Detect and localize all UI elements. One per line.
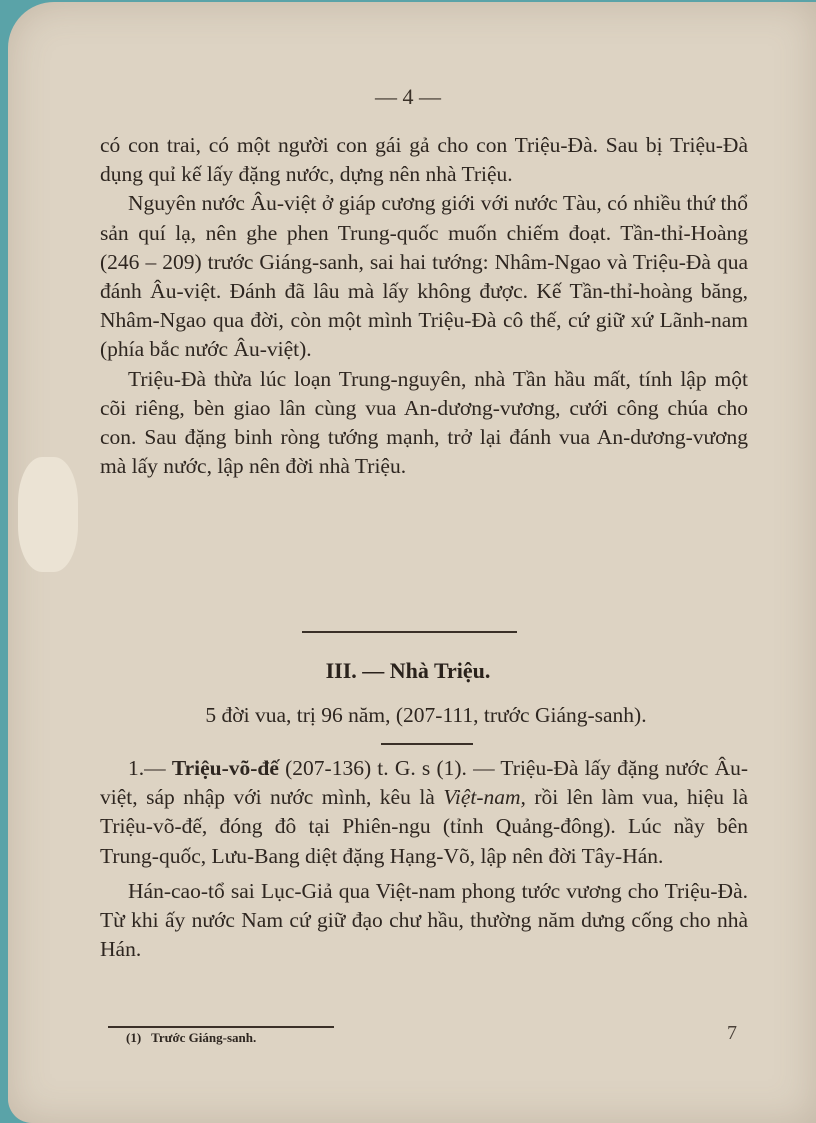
footnote (126, 1030, 256, 1046)
item-text-b: rồi lên làm vua, hiệu là Triệu-võ-đế, đóng đô tại Phiên-ngu (tỉnh Quảng-đông). Lúc nầy bên Trung-quốc, Lưu-Bang diệt đặng Hạng-Võ, lập nên đời Tây-Hán. (100, 785, 749, 868)
paper-stain (18, 457, 78, 572)
footnote-rule (108, 1026, 334, 1028)
ruler-name: Triệu-võ-đế (171, 756, 279, 780)
footnote-text: Trước Giáng-sanh. (151, 1030, 257, 1045)
paragraph-au-viet: Nguyên nước Âu-việt ở giáp cương giới với nước Tàu, có nhiều thứ thổ sản quí lạ, nên ghe phen Trung-quốc muốn chiếm đoạt. Tần-thỉ-Hoàng (246 – 209) trước Giáng-sanh, sai hai tướng: Nhâm-Ngao và Triệu-Đà qua đánh Âu-việt. Đánh đã lâu mà lấy không được. Kế Tần-thỉ-hoàng băng, Nhâm-Ngao qua đời, còn một mình Triệu-Đà cô thế, cứ giữ xứ Lãnh-nam (phía bắc nước Âu-việt). (100, 191, 748, 362)
body-text-top (100, 131, 748, 481)
item-trieu-vo-de (100, 754, 748, 871)
body-text-bottom (100, 754, 748, 964)
footnote-marker: (1) (126, 1030, 142, 1045)
corner-mark: 7 (727, 1022, 737, 1044)
paragraph-trieu-da: Triệu-Đà thừa lúc loạn Trung-nguyên, nhà Tần hầu mất, tính lập một cõi riêng, bèn giao lân cùng vua An-dương-vương, cưới công chúa cho con. Sau đặng binh ròng tướng mạnh, trở lại đánh vua An-dương-vương mà lấy nước, lập nên đời nhà Triệu. (100, 366, 748, 479)
short-divider (381, 743, 473, 745)
section-subtitle: 5 đời vua, trị 96 năm, (207-111, trước Giáng-sanh). (205, 703, 647, 727)
item-number: 1.— (128, 756, 166, 780)
country-name: Việt-nam, (443, 785, 526, 810)
item-text-a: (207-136) t. G. s (1). — Triệu-Đà lấy đặng nước Âu-việt, sáp nhập với nước mình, kêu là (100, 756, 749, 810)
paragraph-han-cao-to: Hán-cao-tổ sai Lục-Giả qua Việt-nam phong tước vương cho Triệu-Đà. Từ khi ấy nước Nam cứ giữ đạo chư hầu, thường năm dưng cống cho nhà Hán. (100, 878, 748, 962)
page-number: — 4 — (375, 84, 441, 109)
section-heading: III. — Nhà Triệu. (325, 658, 491, 683)
intro-paragraph: có con trai, có một người con gái gả cho con Triệu-Đà. Sau bị Triệu-Đà dụng quỉ kế lấy đặng nước, dựng nên nhà Triệu. (100, 133, 748, 187)
section-divider (302, 631, 517, 633)
